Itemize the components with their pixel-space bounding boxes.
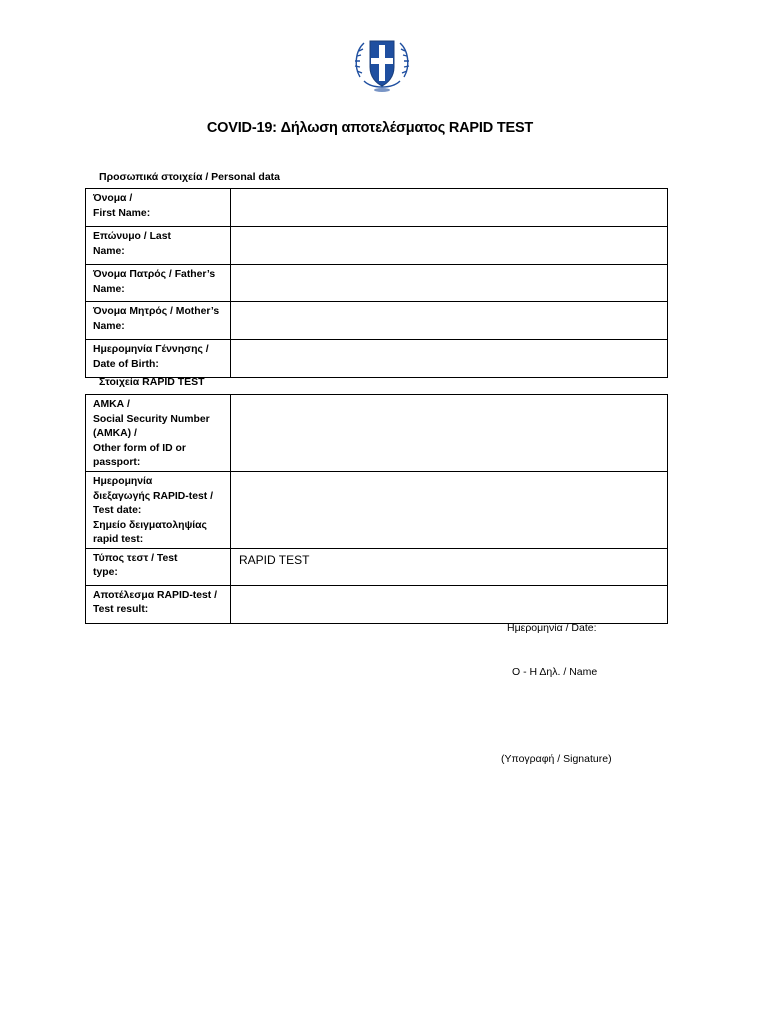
test-date-row [86,472,668,549]
mothers-name-field[interactable] [231,302,668,340]
last-name-field[interactable] [231,227,668,265]
test-type-row [86,548,668,585]
mothers-name-row [86,302,668,340]
last-name-label: Επώνυμο / Last Name: [86,227,231,265]
document-title: COVID-19: Δήλωση αποτελέσματος RAPID TEST [206,120,534,136]
amka-field[interactable] [231,395,668,472]
first-name-field[interactable] [231,189,668,227]
mothers-name-label: Όνομα Μητρός / Mother’s Name: [86,302,231,340]
fathers-name-label: Όνομα Πατρός / Father’s Name: [86,265,231,302]
amka-row [86,395,668,472]
test-type-field[interactable]: RAPID TEST [231,548,668,585]
fathers-name-row [86,265,668,302]
greek-coat-of-arms-emblem [350,33,414,97]
first-name-row [86,189,668,227]
last-name-row [86,227,668,265]
rapid-test-table [85,394,668,624]
personal-data-table [85,188,668,378]
date-label: Ημερομηνία / Date: [507,622,597,634]
rapid-test-heading: Στοιχεία RAPID TEST [99,376,205,388]
date-of-birth-label: Ημερομηνία Γέννησης / Date of Birth: [86,340,231,378]
amka-label: ΑΜΚΑ / Social Security Number (AMKA) / Other form of ID or passport: [86,395,231,472]
personal-data-heading: Προσωπικά στοιχεία / Personal data [99,171,281,183]
test-date-field[interactable] [231,472,668,549]
first-name-label: Όνομα / First Name: [86,189,231,227]
signature-label: (Υπογραφή / Signature) [501,753,612,765]
test-date-label: Ημερομηνία διεξαγωγής RAPID-test / Test date: Σημείο δειγματοληψίας rapid test: [86,472,231,549]
test-result-row [86,585,668,623]
date-of-birth-field[interactable] [231,340,668,378]
test-result-field[interactable] [231,585,668,623]
fathers-name-field[interactable] [231,265,668,302]
test-type-label: Τύπος τεστ / Test type: [86,548,231,585]
test-result-label: Αποτέλεσμα RAPID-test / Test result: [86,585,231,623]
date-of-birth-row [86,340,668,378]
declarant-name-label: Ο - Η Δηλ. / Name [512,666,598,678]
